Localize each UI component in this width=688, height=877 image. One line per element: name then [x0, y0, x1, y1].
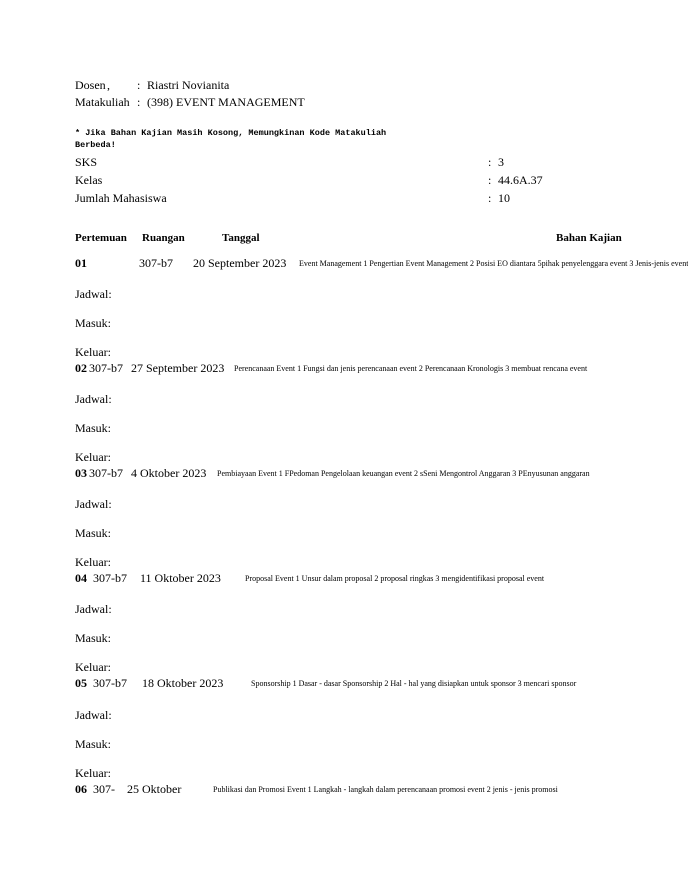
jadwal-label: Jadwal: [75, 708, 112, 722]
jumlah-label: Jumlah Mahasiswa [75, 191, 167, 205]
col-bahan-kajian: Bahan Kajian [556, 232, 622, 244]
jumlah-separator: : [488, 191, 492, 205]
session-bahan: Proposal Event 1 Unsur dalam proposal 2 proposal ringkas 3 mengidentifikasi proposal event [245, 574, 545, 583]
session-date: 18 Oktober 2023 [142, 676, 224, 690]
session-room: 307-b7 [93, 676, 127, 690]
session-bahan: Publikasi dan Promosi Event 1 Langkah - langkah dalam perencanaan promosi event 2 jenis - jenis promosi [213, 785, 558, 794]
keluar-label: Keluar: [75, 345, 111, 359]
kelas-value: 44.6A.37 [498, 173, 543, 187]
col-tanggal: Tanggal [222, 232, 260, 244]
masuk-label: Masuk: [75, 421, 111, 435]
session-date: 11 Oktober 2023 [140, 571, 221, 585]
matakuliah-value: (398) EVENT MANAGEMENT [147, 95, 305, 109]
session-date: 27 September 2023 [131, 361, 225, 375]
session-number: 06 [75, 782, 87, 796]
kelas-label: Kelas [75, 173, 103, 187]
kelas-separator: : [488, 173, 492, 187]
keluar-label: Keluar: [75, 660, 111, 674]
masuk-label: Masuk: [75, 737, 111, 751]
note-line-1: * Jika Bahan Kajian Masih Kosong, Memungkinan Kode Matakuliah [75, 128, 387, 138]
keluar-label: Keluar: [75, 450, 111, 464]
masuk-label: Masuk: [75, 316, 111, 330]
session-bahan: Sponsorship 1 Dasar - dasar Sponsorship 2 Hal - hal yang disiapkan untuk sponsor 3 mencari sponsor [251, 679, 577, 688]
session-room: 307-b7 [89, 361, 123, 375]
keluar-label: Keluar: [75, 555, 111, 569]
session-room: 307- [93, 782, 115, 796]
session-number: 03 [75, 466, 87, 480]
matakuliah-label: Matakuliah [75, 95, 130, 109]
jumlah-value: 10 [498, 191, 510, 205]
note-line-2: Berbeda! [75, 140, 116, 150]
sks-value: 3 [498, 155, 504, 169]
session-bahan: Perencanaan Event 1 Fungsi dan jenis perencanaan event 2 Perencanaan Kronologis 3 membuat rencana event [234, 364, 588, 373]
sks-separator: : [488, 155, 492, 169]
session-number: 05 [75, 676, 87, 690]
col-pertemuan: Pertemuan [75, 232, 127, 244]
session-bahan: Event Management 1 Pengertian Event Management 2 Posisi EO diantara 5pihak penyelenggara event 3 Jenis-jenis event [299, 259, 688, 268]
sks-label: SKS [75, 155, 98, 169]
jadwal-label: Jadwal: [75, 602, 112, 616]
matakuliah-separator: : [137, 95, 141, 109]
session-room: 307-b7 [89, 466, 123, 480]
jadwal-label: Jadwal: [75, 287, 112, 301]
session-room: 307-b7 [139, 256, 173, 270]
session-date: 20 September 2023 [193, 256, 287, 270]
dosen-value: Riastri Novianita [147, 78, 230, 92]
session-room: 307-b7 [93, 571, 127, 585]
session-bahan: Pembiayaan Event 1 FPedoman Pengelolaan keuangan event 2 sSeni Mengontrol Anggaran 3 PEnyusunan anggaran [217, 469, 590, 478]
col-ruangan: Ruangan [142, 232, 185, 244]
session-date: 25 Oktober [127, 782, 182, 796]
session-number: 04 [75, 571, 87, 585]
masuk-label: Masuk: [75, 631, 111, 645]
session-date: 4 Oktober 2023 [131, 466, 207, 480]
jadwal-label: Jadwal: [75, 497, 112, 511]
keluar-label: Keluar: [75, 766, 111, 780]
masuk-label: Masuk: [75, 526, 111, 540]
dosen-label: Dosen [75, 78, 106, 92]
jadwal-label: Jadwal: [75, 392, 112, 406]
session-number: 02 [75, 361, 87, 375]
dosen-separator: : [137, 78, 141, 92]
session-number: 01 [75, 256, 87, 270]
